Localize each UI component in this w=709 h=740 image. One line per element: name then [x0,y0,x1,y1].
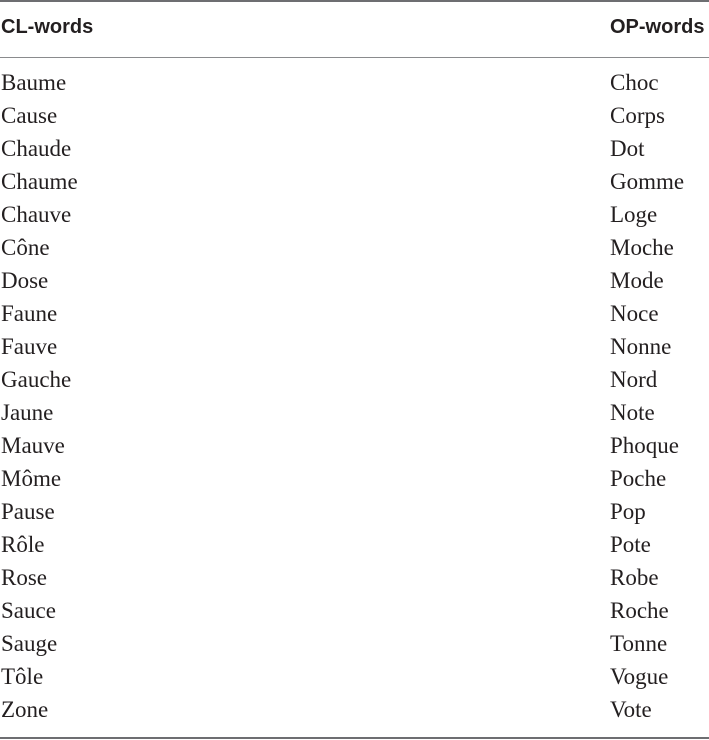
cl-word-cell: Sauge [1,631,58,656]
cl-word-cell: Sauce [1,598,56,623]
op-word-cell: Poche [610,466,667,491]
op-word-cell: Dot [610,136,645,161]
header-cl-words: CL-words [1,16,94,38]
op-word-cell: Mode [610,268,664,293]
cl-word-cell: Mauve [1,433,65,458]
cl-word-cell: Chaume [1,169,78,194]
cl-word-cell: Gauche [1,367,72,392]
op-word-cell: Moche [610,235,674,260]
op-word-cell: Choc [610,70,659,95]
op-words-column [610,66,684,726]
cl-word-cell: Chauve [1,202,72,227]
cl-word-cell: Faune [1,301,58,326]
op-word-cell: Vote [610,697,652,722]
cl-words-column [1,66,78,726]
cl-word-cell: Zone [1,697,49,722]
op-word-cell: Nord [610,367,658,392]
op-word-cell: Gomme [610,169,685,194]
header-op-words: OP-words [610,16,705,38]
cl-word-cell: Dose [1,268,49,293]
op-word-cell: Vogue [610,664,669,689]
op-word-cell: Roche [610,598,669,623]
cl-word-cell: Cône [1,235,50,260]
cl-word-cell: Rose [1,565,47,590]
cl-word-cell: Môme [1,466,62,491]
op-word-cell: Robe [610,565,659,590]
op-word-cell: Pote [610,532,651,557]
cl-word-cell: Baume [1,70,67,95]
cl-word-cell: Rôle [1,532,45,557]
cl-word-cell: Cause [1,103,58,128]
op-word-cell: Nonne [610,334,672,359]
op-word-cell: Note [610,400,655,425]
op-word-cell: Loge [610,202,658,227]
header-divider-rule [0,57,709,58]
table-top-rule [0,0,709,2]
op-word-cell: Phoque [610,433,679,458]
cl-word-cell: Tôle [1,664,44,689]
cl-word-cell: Jaune [1,400,54,425]
op-word-cell: Tonne [610,631,668,656]
op-word-cell: Pop [610,499,646,524]
op-word-cell: Corps [610,103,665,128]
cl-word-cell: Pause [1,499,55,524]
cl-word-cell: Chaude [1,136,72,161]
table-bottom-rule [0,737,709,739]
cl-word-cell: Fauve [1,334,58,359]
op-word-cell: Noce [610,301,659,326]
